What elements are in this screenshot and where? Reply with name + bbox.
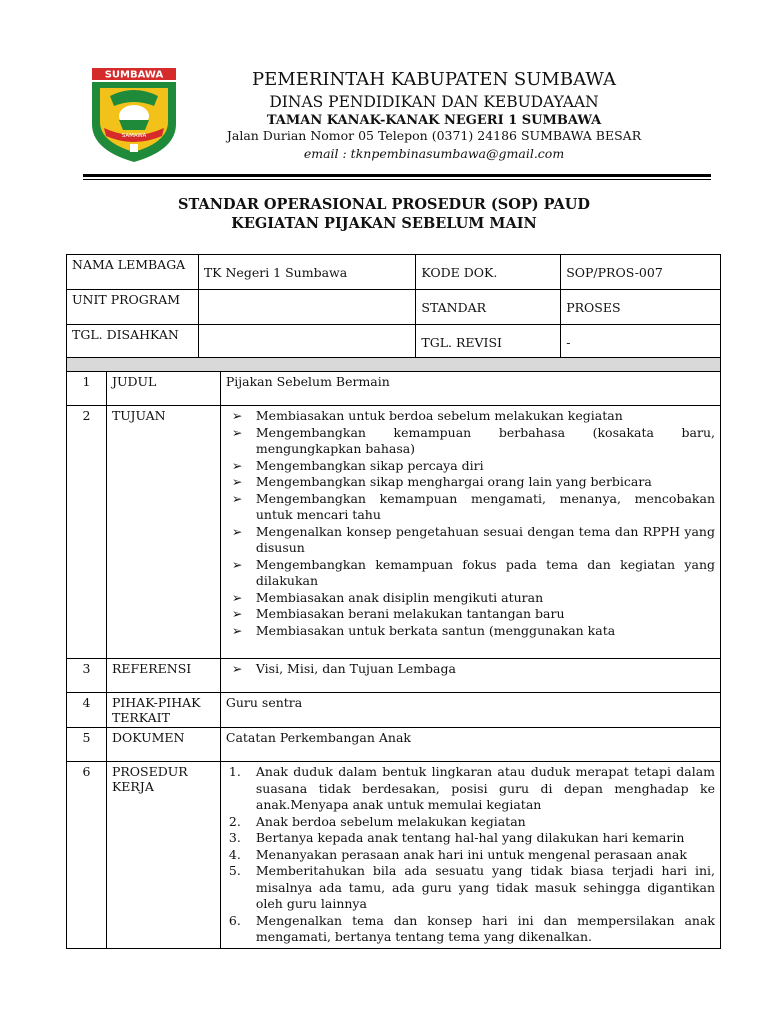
info-label: UNIT PROGRAM [67, 290, 199, 325]
list-number: 3. [228, 830, 241, 845]
info-label: NAMA LEMBAGA [67, 255, 199, 290]
header-rule-thick [83, 174, 711, 177]
referensi-list [226, 661, 715, 678]
info-row [67, 290, 721, 325]
row-label: PIHAK-PIHAK TERKAIT [106, 693, 220, 728]
sop-row-prosedur [67, 762, 721, 949]
arrow-bullet-icon: ➢ [231, 424, 243, 440]
sop-row-judul [67, 372, 721, 406]
arrow-bullet-icon: ➢ [231, 490, 243, 506]
list-item: ➢ Mengenalkan konsep pengetahuan sesuai dengan tema dan RPPH yang disusun [231, 523, 715, 555]
row-label: JUDUL [106, 372, 220, 406]
row-number: 6 [67, 762, 107, 949]
row-value: Catatan Perkembangan Anak [220, 728, 720, 762]
list-item: ➢ Mengembangkan sikap percaya diri [231, 457, 484, 473]
arrow-bullet-icon: ➢ [231, 606, 243, 621]
info-row [67, 325, 721, 360]
info-value: - [561, 325, 721, 360]
info-label: STANDAR [416, 290, 561, 325]
sop-row-tujuan [67, 406, 721, 659]
svg-text:SUMBAWA: SUMBAWA [104, 69, 164, 81]
list-item: ➢ Mengembangkan sikap menghargai orang lain yang berbicara [231, 474, 652, 489]
sop-row-referensi [67, 659, 721, 693]
header-email: email : tknpembinasumbawa@gmail.com [303, 146, 565, 161]
row-number: 5 [67, 728, 107, 762]
svg-text:SAMAWA: SAMAWA [121, 133, 147, 139]
info-label: TGL. REVISI [416, 325, 561, 360]
sumbawa-regency-logo [90, 66, 178, 164]
header-rule-thin [83, 179, 711, 180]
row-number: 2 [67, 406, 107, 659]
list-item: 4. Menanyakan perasaan anak hari ini untuk mengenal perasaan anak [228, 846, 687, 862]
info-label: KODE DOK. [416, 255, 561, 290]
list-item: ➢ Membiasakan untuk berkata santun (menggunakan kata [231, 622, 616, 638]
row-label: TUJUAN [106, 406, 220, 659]
list-item: 2. Anak berdoa sebelum melakukan kegiatan [228, 813, 526, 829]
info-table [66, 254, 721, 360]
arrow-bullet-icon: ➢ [231, 556, 243, 572]
row-value: Pijakan Sebelum Bermain [220, 372, 720, 406]
row-number: 1 [67, 372, 107, 406]
row-value: Guru sentra [220, 693, 720, 728]
info-label: TGL. DISAHKAN [67, 325, 199, 360]
row-label: REFERENSI [106, 659, 220, 693]
list-number: 5. [228, 863, 241, 878]
list-item: 1. Anak duduk dalam bentuk lingkaran atau duduk merapat tetapi dalam suasana tidak berdesakan, posisi guru di depan menghadap ke anak.Menyapa anak untuk memulai kegiatan [228, 764, 715, 812]
row-value [220, 762, 720, 949]
header-address: Jalan Durian Nomor 05 Telepon (0371) 24186 SUMBAWA BESAR [226, 128, 642, 143]
info-value: TK Negeri 1 Sumbawa [198, 255, 416, 290]
list-number: 4. [228, 846, 241, 862]
arrow-bullet-icon: ➢ [231, 523, 243, 539]
list-item: ➢ Mengembangkan kemampuan fokus pada tema dan kegiatan yang dilakukan [231, 556, 715, 588]
info-value [198, 290, 416, 325]
list-item: 5. Memberitahukan bila ada sesuatu yang tidak biasa terjadi hari ini, misalnya ada tamu, ada guru yang tidak masuk sehingga digantikan oleh guru lainnya [228, 863, 715, 911]
list-item: ➢ Membiasakan anak disiplin mengikuti aturan [231, 589, 544, 605]
info-value: PROSES [561, 290, 721, 325]
list-item: 6. Mengenalkan tema dan konsep hari ini dan mempersilakan anak mengamati, bertanya tentang tema yang dikenalkan. [228, 912, 715, 944]
list-number: 2. [228, 813, 241, 829]
shaded-separator-row [67, 358, 721, 372]
info-value: SOP/PROS-007 [561, 255, 721, 290]
header-department: DINAS PENDIDIKAN DAN KEBUDAYAAN [269, 93, 599, 111]
arrow-bullet-icon: ➢ [231, 408, 243, 423]
arrow-bullet-icon: ➢ [231, 457, 243, 473]
arrow-bullet-icon: ➢ [231, 589, 243, 605]
list-item: 3. Bertanya kepada anak tentang hal-hal yang dilakukan hari kemarin [228, 830, 685, 845]
list-number: 1. [228, 764, 241, 779]
row-value [220, 406, 720, 659]
arrow-bullet-icon: ➢ [231, 661, 243, 676]
list-item: ➢ Membiasakan untuk berdoa sebelum melakukan kegiatan [231, 408, 623, 423]
header-school: TAMAN KANAK-KANAK NEGERI 1 SUMBAWA [266, 113, 602, 128]
document-title: STANDAR OPERASIONAL PROSEDUR (SOP) PAUD [178, 196, 590, 213]
tujuan-list [226, 408, 715, 639]
arrow-bullet-icon: ➢ [231, 622, 243, 638]
row-label: DOKUMEN [106, 728, 220, 762]
info-value [198, 325, 416, 360]
info-row [67, 255, 721, 290]
sop-row-dokumen [67, 728, 721, 762]
arrow-bullet-icon: ➢ [231, 474, 243, 489]
list-item: ➢ Mengembangkan kemampuan mengamati, menanya, mencobakan untuk mencari tahu [231, 490, 715, 522]
document-subtitle: KEGIATAN PIJAKAN SEBELUM MAIN [231, 215, 537, 232]
prosedur-list [226, 764, 715, 946]
list-number: 6. [228, 912, 241, 928]
list-item: ➢ Membiasakan berani melakukan tantangan baru [231, 606, 565, 621]
row-label: PROSEDUR KERJA [106, 762, 220, 949]
list-item: ➢ Visi, Misi, dan Tujuan Lembaga [231, 661, 456, 676]
sop-table [66, 357, 721, 949]
header-government: PEMERINTAH KABUPATEN SUMBAWA [252, 69, 616, 90]
list-item: ➢ Mengembangkan kemampuan berbahasa (kosakata baru, mengungkapkan bahasa) [231, 424, 715, 456]
row-number: 4 [67, 693, 107, 728]
sop-row-pihak [67, 693, 721, 728]
row-number: 3 [67, 659, 107, 693]
row-value [220, 659, 720, 693]
